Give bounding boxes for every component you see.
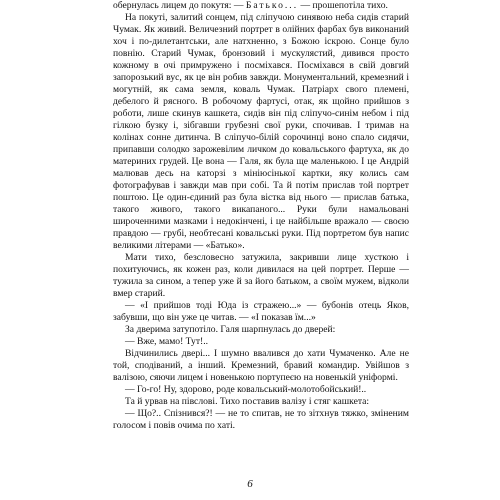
paragraph-pause: Та й урвав на півслові. Тихо поставив валізу і стяг кашкета: xyxy=(125,396,370,407)
paragraph-opening-tail: — прошепотіла тихо. xyxy=(298,0,388,11)
paragraph-greeting: — Го-го! Ну, здорово, роде ковальський-молотобойський!.. xyxy=(125,384,367,395)
page-text xyxy=(113,0,409,432)
paragraph-father-yakov: — «І прийшов тоді Юда із стражею...» — бубонів отець Яков, забувши, що він уже це читав. — «І показав їм...» xyxy=(113,300,409,323)
paragraph-already-here: — Вже, мамо! Тут!.. xyxy=(125,336,209,347)
paragraph-door-open: Відчинились двері... І шумно ввалився до хати Чумаченко. Але не той, сподіваний, а інший. Кремезний, бравий командир. Увійшов з валізою, сяючи лицем і новенькою портупеєю на новенькій уніформі. xyxy=(113,348,409,383)
page-number: 6 xyxy=(247,478,253,490)
paragraph-mother: Мати тихо, безсловесно затужила, закривши лице хусткою і похитуючись, як кожен раз, коли дивилася на цей портрет. Перше — тужила за сином, а тепер уже й за його батьком, а своїм мужем, відколи вмер старий. xyxy=(113,252,409,299)
paragraph-door-stomp: За дверима затупотіло. Галя шарпнулась до дверей: xyxy=(125,324,336,335)
paragraph-late: — Що?.. Спізнився?! — не то спитав, не то зітхнув тяжко, зміненим голосом і повів очима по хаті. xyxy=(113,408,409,431)
paragraph-portrait: На покуті, залитий сонцем, під сліпучою синявою неба сидів старий Чумак. Як живий. Величезний портрет в олійних фарбах був виконаний хоч і по-дилетантськи, але натхненно, з Божою іскрою. Сонце було повнію. Старий Чумак, бронзовий і мускулястий, дивився просто кожному в очі примружено і посміхався. Посміхався в свій довгий запорозький вус, як це він робив завжди. Монументальний, кремезний і могутній, як сама земля, коваль Чумак. Патріарх свого племені, дебелого й рясного. В робочому фартусі, отак, як щойно прийшов з роботи, лише скинув кашкета, сидів він під сліпучо-синім небом і під гілкою бузку і, зібгавши грубезні свої руки, спочивав. І тримав на колінах сонне дитинча. В сліпучо-білій сорочинці воно спало сидячи, припавши солодко зарожевілим личком до ковальського фартуха, як до материних грудей. Це вона — Галя, як була ще маленькою. І це Андрій малював десь на каторзі з мініюсінької картки, яку колись сам фотографував і завжди мав при собі. Та й потім прислав той портрет поштою. Це один-єдиний раз була вістка від нього — прислав батька, такого живого, такого викапаного... Руки були намальовані широченними мазками і недокінчені, і це найбільше вражало — своєю правдою — грубі, необтесані ковальські руки. Під портретом був напис великими літерами — «Батько». xyxy=(113,12,409,251)
paragraph-opening xyxy=(113,0,409,12)
paragraph-opening-text: обернулась лицем до покутя: — xyxy=(113,0,246,11)
spaced-word-batko: Батько... xyxy=(245,0,299,11)
